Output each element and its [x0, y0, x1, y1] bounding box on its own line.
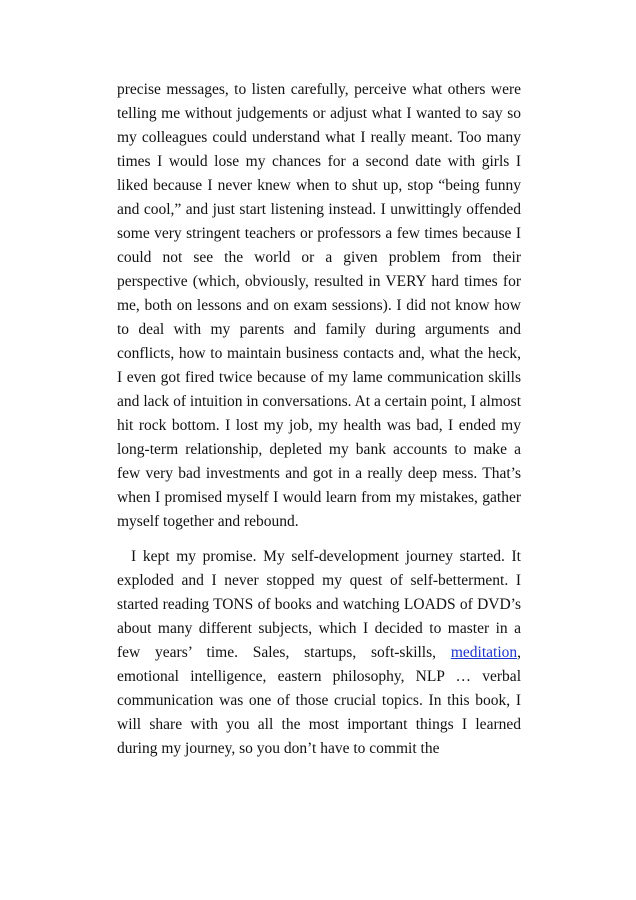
paragraph [117, 78, 521, 534]
meditation-link[interactable]: meditation [450, 644, 518, 661]
paragraph-text: I kept my promise. My self-development journey started. It exploded and I never stopped my quest of self-betterment. I started reading TONS of books and watching LOADS of DVD’s about many different subjects, which I decided to master in a few years’ time. Sales, startups, soft-skills, [117, 548, 521, 661]
paragraph [117, 545, 521, 761]
paragraph-text: precise messages, to listen carefully, perceive what others were telling me without judgements or adjust what I wanted to say so my colleagues could understand what I really meant. Too many times I would lose my chances for a second date with girls I liked because I never knew when to shut up, stop “being funny and cool,” and just start listening instead. I unwittingly offended some very stringent teachers or professors a few times because I could not see the world or a given problem from their perspective (which, obviously, resulted in VERY hard times for me, both on lessons and on exam sessions). I did not know how to deal with my parents and family during arguments and conflicts, how to maintain business contacts and, what the heck, I even got fired twice because of my lame communication skills and lack of intuition in conversations. At a certain point, I almost hit rock bottom. I lost my job, my health was bad, I ended my long-term relationship, depleted my bank accounts to make a few very bad investments and got in a really deep mess. That’s when I promised myself I would learn from my mistakes, gather myself together and rebound. [117, 81, 521, 530]
book-page-body [117, 78, 521, 761]
paragraph-text: , emotional intelligence, eastern philosophy, NLP … verbal communication was one of those crucial topics. In this book, I will share with you all the most important things I learned during my journey, so you don’t have to commit the [117, 644, 521, 757]
